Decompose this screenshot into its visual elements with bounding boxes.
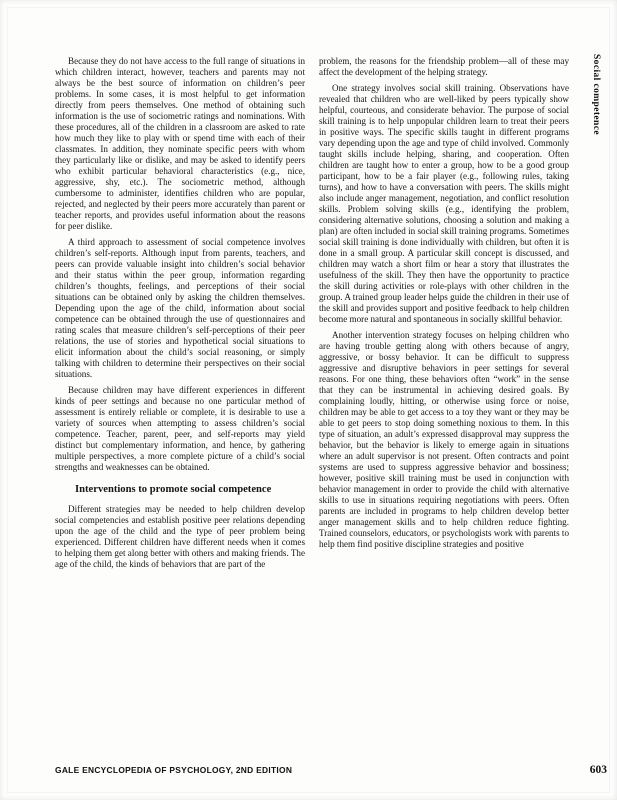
- paragraph-continuation: problem, the reasons for the friendship problem—all of these may affect the development of the helping strategy.: [319, 56, 569, 77]
- paragraph: Because they do not have access to the full range of situations in which children interact, however, teachers and parents may not always be the best source of information on children’s peer problems. In some cases, it is most helpful to get information directly from peers themselves. One method of obtaining such information is the use of sociometric ratings and nominations. With these procedures, all of the children in a classroom are asked to rate how much they like to play with or spend time with each of their classmates. In addition, they nominate specific peers with whom they particularly like or dislike, and may be asked to identify peers who exhibit particular behavioral characteristics (e.g., nice, aggressive, shy, etc.). The sociometric method, although cumbersome to administer, identifies children who are popular, rejected, and neglected by their peers more accurately than parent or teacher reports, and provides useful information about the reasons for peer dislike.: [55, 56, 305, 231]
- paragraph: Different strategies may be needed to help children develop social competencies and establish positive peer relations depending upon the age of the child and the type of peer problem being experienced. Different children have different needs when it comes to helping them get along better with others and making friends. The age of the child, the kinds of behaviors that are part of the: [55, 503, 305, 569]
- page-edge-topic-label: Social competence: [591, 54, 601, 135]
- section-heading: Interventions to promote social competence: [75, 484, 272, 495]
- page-number: 603: [589, 764, 607, 776]
- paragraph: A third approach to assessment of social competence involves children’s self-reports. Although input from parents, teachers, and peers can provide valuable insight into children’s social behavior and their status within the peer group, information regarding children’s thoughts, feelings, and perceptions of their social situations can be obtained only by asking the children themselves. Depending upon the age of the child, information about social competence can be obtained through the use of questionnaires and rating scales that measure children’s self-perceptions of their peer relations, the use of stories and hypothetical social situations to elicit information about the child’s social reasoning, or simply talking with children to determine their perspectives on their social situations.: [55, 237, 305, 379]
- left-column: [55, 56, 305, 575]
- page-footer: [55, 764, 607, 776]
- paragraph: Because children may have different experiences in different kinds of peer settings and because no one particular method of assessment is entirely reliable or complete, it is desirable to use a variety of sources when attempting to assess children’s social competence. Teacher, parent, peer, and self-reports may yield distinct but complementary information, and hence, by gathering multiple perspectives, a more complete picture of a child’s social strengths and weaknesses can be obtained.: [55, 385, 305, 472]
- page-body: [55, 56, 569, 575]
- paragraph: Another intervention strategy focuses on helping children who are having trouble getting along with others because of angry, aggressive, or bossy behavior. It can be difficult to suppress aggressive and disruptive behaviors in peer settings for several reasons. For one thing, these behaviors often “work” in the sense that they can be instrumental in achieving desired goals. By complaining loudly, hitting, or otherwise using force or noise, children may be able to get access to a toy they want or they may be able to get peers to stop doing something noxious to them. In this type of situation, an adult’s expressed disapproval may suppress the behavior, but the behavior is likely to emerge again in situations where an adult supervisor is not present. Often contracts and point systems are used to suppress aggressive behavior and bossiness; however, positive skill training must be used in conjunction with behavior management in order to provide the child with alternative skills to use in situations requiring negotiations with peers. Often parents are included in programs to help children develop better anger management skills and to help children reduce fighting. Trained counselors, educators, or psychologists work with parents to help them find positive discipline strategies and positive: [319, 330, 569, 549]
- paragraph: One strategy involves social skill training. Observations have revealed that children who are well-liked by peers typically show helpful, courteous, and considerate behavior. The purpose of social skill training is to help unpopular children learn to treat their peers in positive ways. The specific skills taught in different programs vary depending upon the age and type of child involved. Commonly taught skills include helping, sharing, and cooperation. Often children are taught how to enter a group, how to be a good group participant, how to be a fair player (e.g., following rules, taking turns), and how to have a conversation with peers. The skills might also include anger management, negotiation, and conflict resolution skills. Problem solving skills (e.g., identifying the problem, considering alternative solutions, choosing a solution and making a plan) are often included in social skill training programs. Sometimes social skill training is done individually with children, but often it is done in a small group. A particular skill concept is discussed, and children may watch a short film or hear a story that illustrates the usefulness of the skill. They then have the opportunity to practice the skill during activities or role-plays with other children in the group. A trained group leader helps guide the children in their use of the skill and provides support and positive feedback to help children become more natural and spontaneous in socially skillful behavior.: [319, 83, 569, 324]
- right-column: [319, 56, 569, 575]
- footer-running-title: GALE ENCYCLOPEDIA OF PSYCHOLOGY, 2ND EDITION: [55, 765, 293, 775]
